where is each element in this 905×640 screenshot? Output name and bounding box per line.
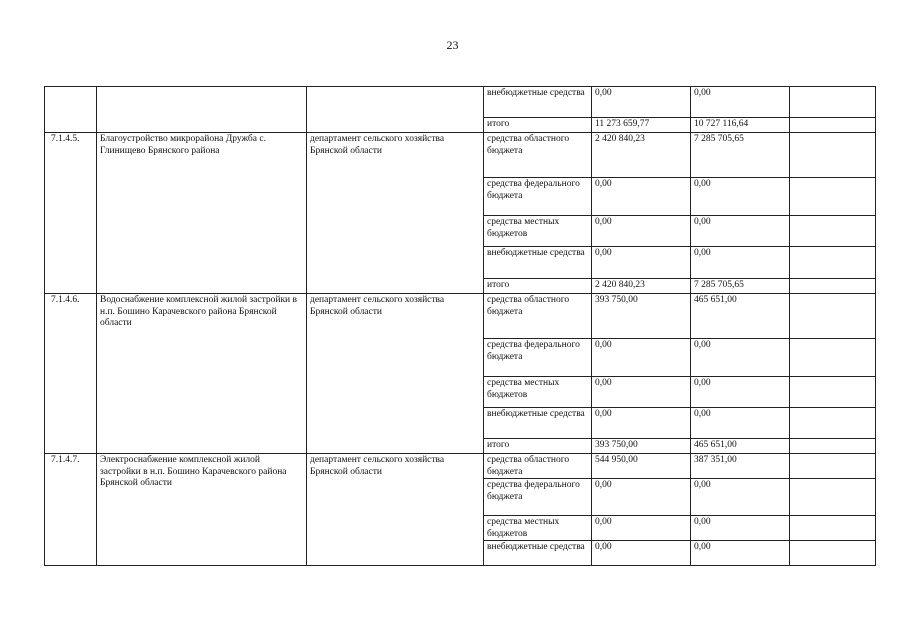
empty-cell <box>790 377 876 408</box>
empty-cell <box>790 133 876 178</box>
source-cell: средства областного бюджета <box>484 133 592 178</box>
value-cell-1: 0,00 <box>592 178 691 216</box>
empty-cell <box>790 439 876 454</box>
value-cell-2: 0,00 <box>691 408 790 439</box>
value-cell-2: 0,00 <box>691 479 790 516</box>
value-cell-1: 0,00 <box>592 377 691 408</box>
item-name: Электроснабжение комплексной жилой застройки в н.п. Бошино Карачевского района Брянской области <box>97 454 307 566</box>
empty-cell <box>790 178 876 216</box>
code-cell <box>45 87 97 133</box>
value-cell-1: 0,00 <box>592 339 691 377</box>
table-row <box>45 454 876 479</box>
source-cell: средства федерального бюджета <box>484 339 592 377</box>
value-cell-1: 544 950,00 <box>592 454 691 479</box>
value-cell-2: 387 351,00 <box>691 454 790 479</box>
empty-cell <box>790 479 876 516</box>
page-number: 23 <box>446 38 459 52</box>
value-cell-1: 2 420 840,23 <box>592 133 691 178</box>
value-cell-2: 0,00 <box>691 377 790 408</box>
source-cell: средства местных бюджетов <box>484 516 592 541</box>
budget-table <box>44 86 876 566</box>
item-name: Благоустройство микрорайона Дружба с. Глинищево Брянского района <box>97 133 307 294</box>
name-cell <box>97 87 307 133</box>
empty-cell <box>790 118 876 133</box>
empty-cell <box>790 87 876 118</box>
source-cell: средства федерального бюджета <box>484 479 592 516</box>
source-cell: средства областного бюджета <box>484 294 592 339</box>
source-cell: средства местных бюджетов <box>484 216 592 247</box>
item-code: 7.1.4.7. <box>45 454 97 566</box>
executor-cell <box>307 87 484 133</box>
source-cell: средства областного бюджета <box>484 454 592 479</box>
source-cell: внебюджетные средства <box>484 247 592 279</box>
value-cell-1: 0,00 <box>592 247 691 279</box>
table-row <box>45 294 876 339</box>
source-cell: средства местных бюджетов <box>484 377 592 408</box>
item-executor: департамент сельского хозяйства Брянской области <box>307 454 484 566</box>
source-cell: итого <box>484 279 592 294</box>
source-cell: средства федерального бюджета <box>484 178 592 216</box>
value-cell-2: 465 651,00 <box>691 439 790 454</box>
empty-cell <box>790 339 876 377</box>
empty-cell <box>790 247 876 279</box>
value-cell-2: 0,00 <box>691 541 790 566</box>
source-cell: внебюджетные средства <box>484 87 592 118</box>
value-cell-2: 0,00 <box>691 178 790 216</box>
empty-cell <box>790 279 876 294</box>
source-cell: итого <box>484 118 592 133</box>
value-cell-2: 0,00 <box>691 87 790 118</box>
value-cell-2: 0,00 <box>691 216 790 247</box>
value-cell-2: 0,00 <box>691 247 790 279</box>
item-code: 7.1.4.5. <box>45 133 97 294</box>
table-row <box>45 87 876 118</box>
value-cell-1: 0,00 <box>592 541 691 566</box>
value-cell-1: 0,00 <box>592 479 691 516</box>
value-cell-1: 393 750,00 <box>592 439 691 454</box>
value-cell-1: 0,00 <box>592 408 691 439</box>
value-cell-1: 393 750,00 <box>592 294 691 339</box>
value-cell-2: 465 651,00 <box>691 294 790 339</box>
empty-cell <box>790 408 876 439</box>
empty-cell <box>790 454 876 479</box>
item-name: Водоснабжение комплексной жилой застройки в н.п. Бошино Карачевского района Брянской области <box>97 294 307 454</box>
value-cell-2: 7 285 705,65 <box>691 133 790 178</box>
source-cell: внебюджетные средства <box>484 408 592 439</box>
item-executor: департамент сельского хозяйства Брянской области <box>307 294 484 454</box>
value-cell-1: 0,00 <box>592 516 691 541</box>
empty-cell <box>790 294 876 339</box>
value-cell-1: 0,00 <box>592 216 691 247</box>
source-cell: внебюджетные средства <box>484 541 592 566</box>
item-executor: департамент сельского хозяйства Брянской области <box>307 133 484 294</box>
empty-cell <box>790 516 876 541</box>
value-cell-2: 10 727 116,64 <box>691 118 790 133</box>
empty-cell <box>790 541 876 566</box>
value-cell-1: 11 273 659,77 <box>592 118 691 133</box>
table-row <box>45 133 876 178</box>
value-cell-2: 7 285 705,65 <box>691 279 790 294</box>
item-code: 7.1.4.6. <box>45 294 97 454</box>
value-cell-2: 0,00 <box>691 339 790 377</box>
source-cell: итого <box>484 439 592 454</box>
value-cell-1: 2 420 840,23 <box>592 279 691 294</box>
value-cell-1: 0,00 <box>592 87 691 118</box>
empty-cell <box>790 216 876 247</box>
value-cell-2: 0,00 <box>691 516 790 541</box>
